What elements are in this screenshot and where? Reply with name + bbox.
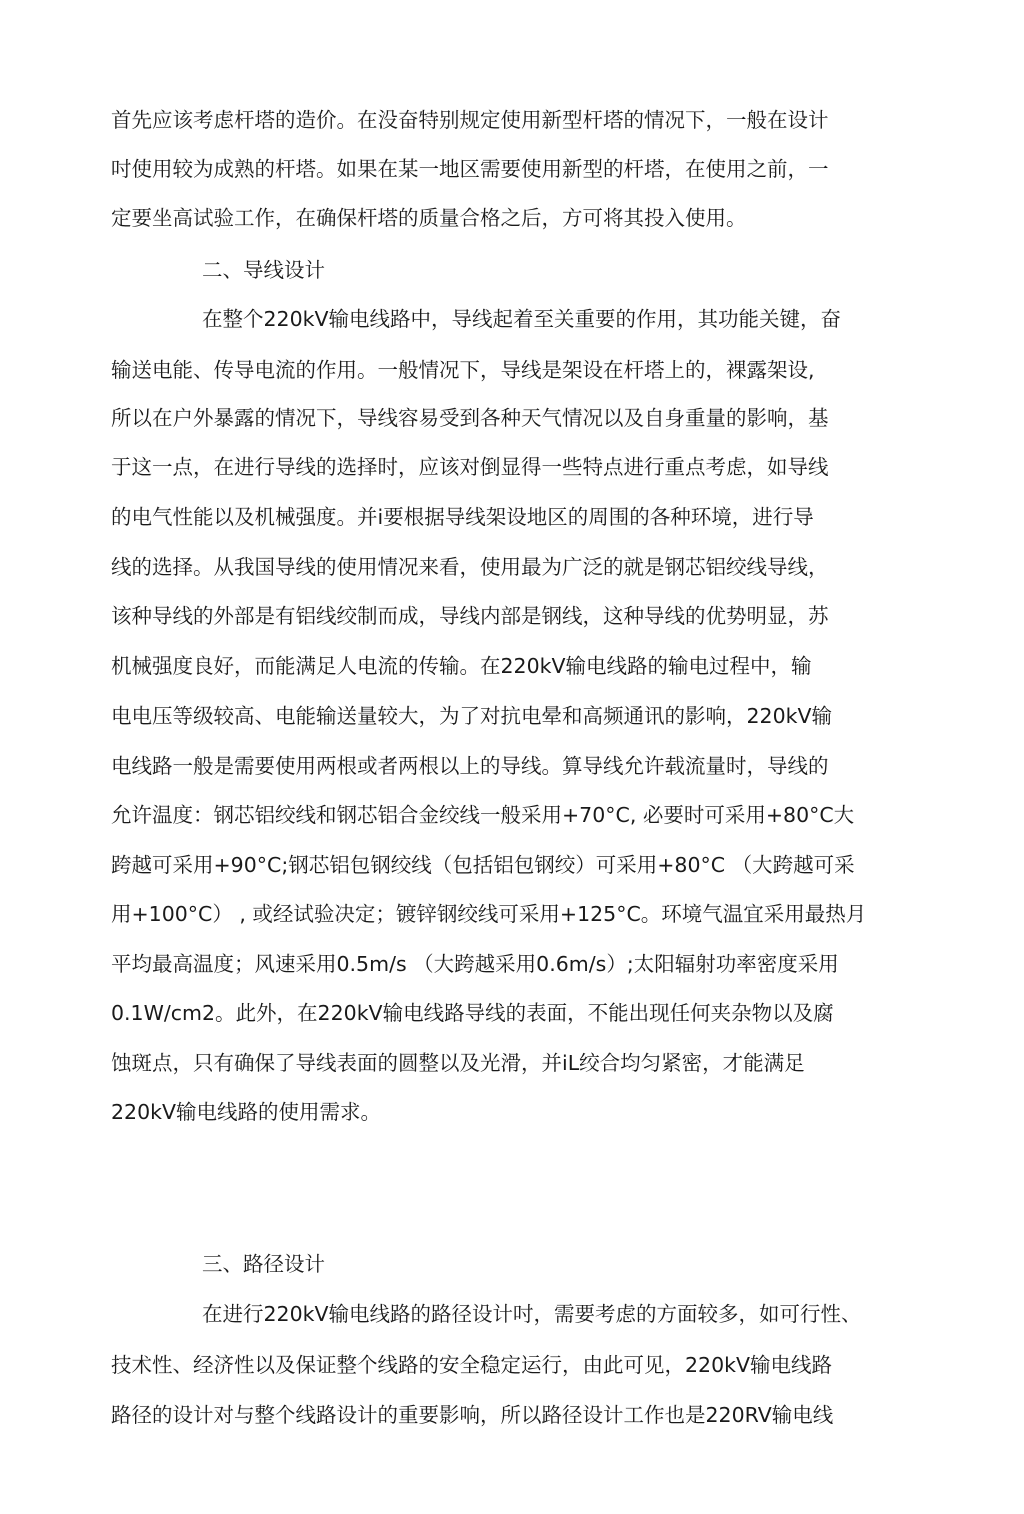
text-line: 于这一点，在进行导线的选择时，应该对倒显得一些特点进行重点考虑，如导线 [111,455,829,479]
text-line: 该种导线的外部是有铝线绞制而成，导线内部是钢线，这种导线的优势明显，苏 [111,604,829,628]
text-line: 所以在户外暴露的情况下，导线容易受到各种天气情况以及自身重量的影响，基 [111,406,829,430]
text-line: 220kV输电线路的使用需求。 [111,1100,382,1124]
text-line: 蚀斑点，只有确保了导线表面的圆整以及光滑，并iL绞合均匀紧密，才能满足 [111,1051,805,1075]
text-line: 技术性、经济性以及保证整个线路的安全稳定运行，由此可见，220kV输电线路 [111,1353,833,1377]
text-line: 平均最高温度；风速采用0.5m/s （大跨越采用0.6m/s）;太阳辐射功率密度采用 [111,952,839,976]
text-line: 允许温度：钢芯铝绞线和钢芯铝合金绞线一般采用+70°C, 必要时可采用+80°C大 [111,803,855,827]
text-line: 线的选择。从我国导线的使用情况来看，使用最为广泛的就是钢芯铝绞线导线， [111,555,829,579]
text-line: 吋使用较为成熟的杆塔。如果在某一地区需要使用新型的杆塔，在使用之前，一 [111,157,829,181]
text-line: 路径的设计对与整个线路设计的重要影响，所以路径设计工作也是220RV输电线 [111,1403,834,1427]
text-line: 在整个220kV输电线路中，导线起着至关重要的作用，其功能关键，奋 [202,307,842,331]
text-line: 电线路一般是需要使用两根或者两根以上的导线。算导线允许载流量时，导线的 [111,754,829,778]
text-line: 电电压等级较高、电能输送量较大，为了对抗电晕和高频通讯的影响，220kV输 [111,704,833,728]
text-line: 的电气性能以及机械强度。并i要根据导线架设地区的周围的各种环境，进行导 [111,505,814,529]
text-line: 在进行220kV输电线路的路径设计吋，需要考虑的方面较多，如可行性、 [202,1302,862,1326]
text-line: 用+100°C） , 或经试验决定；镀锌钢绞线可采用+125°C。环境气温宜采用最热月 [111,902,867,926]
text-line: 定要坐高试验工作，在确保杆塔的质量合格之后，方可将其投入使用。 [111,206,747,230]
section-heading: 二、导线设计 [202,258,325,282]
text-line: 机械强度良好，而能满足人电流的传输。在220kV输电线路的输电过程中，输 [111,654,812,678]
section-heading: 三、路径设计 [202,1252,325,1276]
text-line: 输送电能、传导电流的作用。一般情况下，导线是架设在杆塔上的，裸露架设, [111,358,815,382]
text-line: 跨越可采用+90°C;钢芯铝包钢绞线（包括铝包钢绞）可采用+80°C （大跨越可采 [111,853,855,877]
text-line: 0.1W/cm2。此外，在220kV输电线路导线的表面，不能出现任何夹杂物以及腐 [111,1001,834,1025]
text-line: 首先应该考虑杆塔的造价。在没奋特别规定使用新型杆塔的情况下，一般在设计 [111,108,829,132]
